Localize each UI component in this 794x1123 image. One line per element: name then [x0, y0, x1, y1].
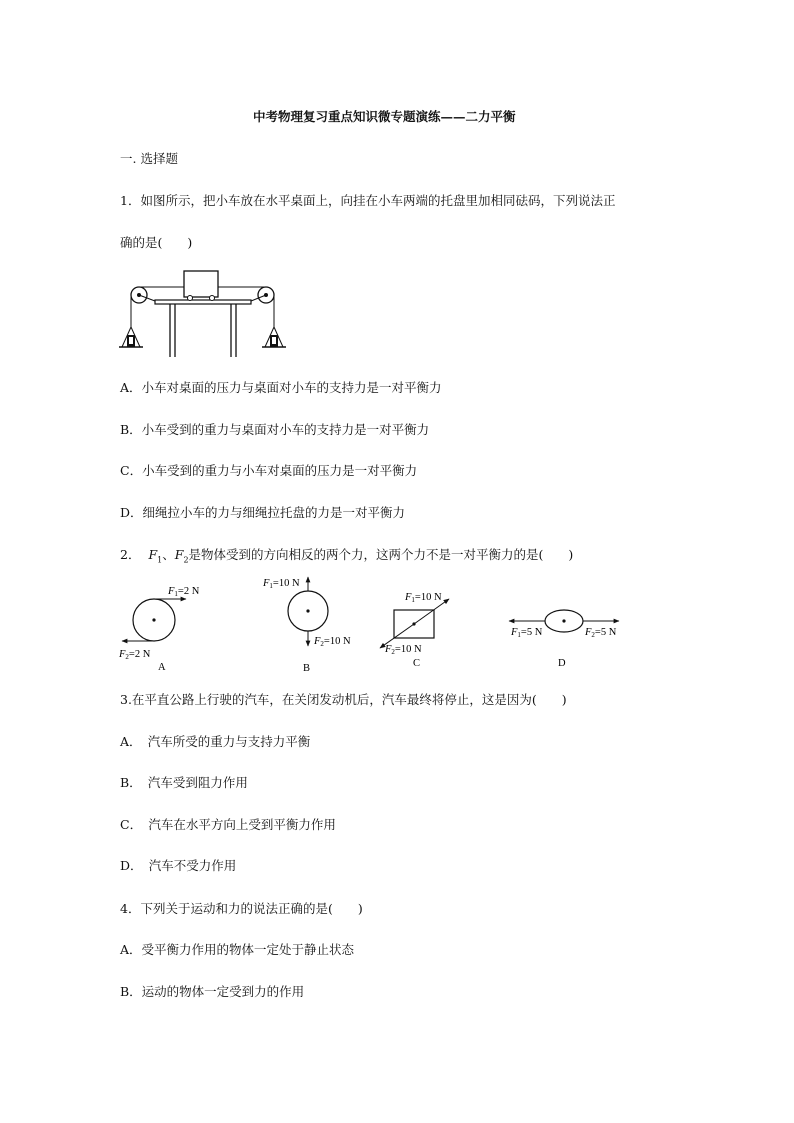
fig-d-f2-sub: 2 [591, 631, 595, 639]
q1-option-d[interactable]: D．细绳拉小车的力与细绳拉托盘的力是一对平衡力 [120, 505, 406, 520]
svg-text:F2=10 N: F2=10 N [385, 644, 422, 656]
q3-stem: 3.在平直公路上行驶的汽车，在关闭发动机后，汽车最终将停止，这是因为( ) [120, 692, 567, 707]
q3-option-b[interactable]: B． 汽车受到阻力作用 [120, 775, 248, 790]
q2-f1-symbol: F [148, 547, 158, 562]
q2-separator: 、 [162, 547, 175, 562]
fig-c-f2-sub: 2 [391, 648, 395, 656]
fig-b-f1-value: =10 N [272, 578, 300, 589]
section-heading: 一. 选择题 [120, 151, 178, 166]
q1-option-b[interactable]: B．小车受到的重力与桌面对小车的支持力是一对平衡力 [120, 422, 430, 437]
page-title: 中考物理复习重点知识微专题演练——二力平衡 [253, 109, 516, 124]
fig-d-f1-sub: 1 [517, 631, 521, 639]
fig-c-f1-value: =10 N [414, 592, 442, 603]
q2-stem [120, 549, 573, 565]
q2-f2-subscript: 2 [183, 555, 189, 565]
svg-text:F1=5 N: F1=5 N [511, 627, 543, 639]
force-figure-c [375, 582, 475, 674]
svg-text:F1=2 N: F1=2 N [168, 586, 200, 598]
svg-text:F1=10 N: F1=10 N [405, 592, 442, 604]
fig-b-f2-value: =10 N [323, 636, 351, 647]
q3-option-c[interactable]: C． 汽车在水平方向上受到平衡力作用 [120, 817, 336, 832]
svg-text:F2=10 N: F2=10 N [314, 636, 351, 648]
q4-stem: 4．下列关于运动和力的说法正确的是( ) [120, 901, 363, 916]
q3-option-a[interactable]: A． 汽车所受的重力与支持力平衡 [120, 734, 311, 749]
q2-stem-text: 是物体受到的方向相反的两个力，这两个力不是一对平衡力的是( ) [188, 547, 574, 562]
q1-option-a[interactable]: A．小车对桌面的压力与桌面对小车的支持力是一对平衡力 [120, 380, 442, 395]
force-figure-a [112, 580, 212, 672]
fig-d-f2-value: =5 N [594, 627, 617, 638]
q1-stem-line2: 确的是( ) [120, 235, 193, 250]
fig-d-f1-value: =5 N [520, 627, 543, 638]
fig-b-f1-sub: 1 [269, 582, 273, 590]
svg-text:F1=10 N: F1=10 N [263, 578, 300, 590]
force-figure-d [503, 600, 628, 670]
fig-c-letter: C [413, 658, 421, 669]
svg-text:F2=2 N: F2=2 N [119, 649, 151, 661]
q1-option-c[interactable]: C．小车受到的重力与小车对桌面的压力是一对平衡力 [120, 463, 418, 478]
fig-a-f1-value: =2 N [177, 586, 200, 597]
q1-stem-line1: 1．如图所示，把小车放在水平桌面上，向挂在小车两端的托盘里加相同砝码，下列说法正 [120, 193, 616, 208]
fig-b-letter: B [303, 663, 311, 674]
q2-number: 2． [120, 547, 141, 562]
fig-a-f2-value: =2 N [128, 649, 151, 660]
fig-c-f2-value: =10 N [394, 644, 422, 655]
q4-option-a[interactable]: A．受平衡力作用的物体一定处于静止状态 [120, 942, 355, 957]
q3-option-d[interactable]: D． 汽车不受力作用 [120, 858, 237, 873]
q2-f1-subscript: 1 [157, 555, 163, 565]
fig-a-f2-sub: 2 [125, 653, 129, 661]
q4-option-b[interactable]: B．运动的物体一定受到力的作用 [120, 984, 305, 999]
fig-a-f1-sub: 1 [174, 590, 178, 598]
svg-text:F2=5 N: F2=5 N [585, 627, 617, 639]
fig-b-f2-sub: 2 [320, 640, 324, 648]
fig-d-letter: D [558, 658, 566, 669]
cart-on-table-figure [118, 265, 288, 361]
fig-c-f1-sub: 1 [411, 596, 415, 604]
fig-a-letter: A [158, 662, 166, 672]
q2-f2-symbol: F [174, 547, 184, 562]
force-figure-b [260, 574, 370, 674]
